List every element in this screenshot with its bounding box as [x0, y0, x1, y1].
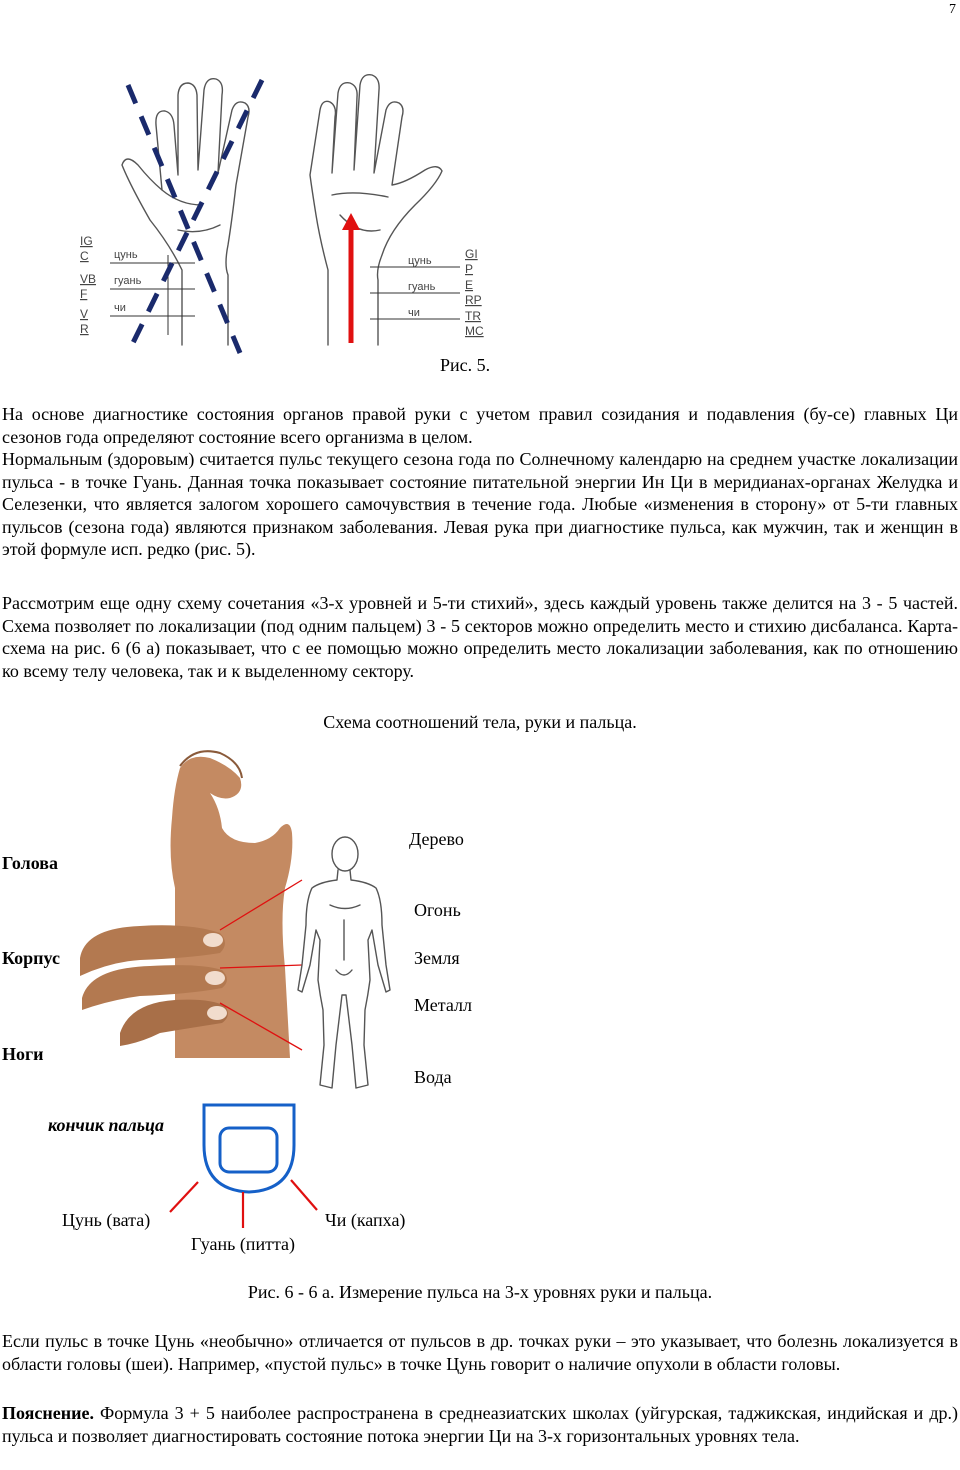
paragraph-3: Рассмотрим еще одну схему сочетания «3-х уровней и 5-ти стихий», здесь каждый уровень также делится на 3 - 5 частей. Схема позволяет по локализации (под одним пальцем) 3 - 5 секторов можно определить место и стихию дисбаланса. Карта-схема на рис. 6 (6 а) показывает, что с ее помощью можно определить место локализации заболевания, как по отношению ко всему телу человека, так и к выделенному сектору. — [2, 593, 958, 681]
code-label: MC — [465, 324, 484, 338]
level-legs: Ноги — [2, 1044, 44, 1064]
element-earth: Земля — [414, 948, 460, 968]
right-hand-drawing — [310, 75, 442, 345]
position-label: цунь — [408, 255, 432, 267]
left-hand-codes — [80, 234, 96, 336]
code-label: V — [80, 307, 89, 321]
human-body-figure — [290, 830, 400, 1100]
code-label: P — [465, 262, 474, 276]
level-body: Корпус — [2, 948, 60, 968]
fingertip-point-chi: Чи (капха) — [325, 1210, 406, 1230]
position-label: цунь — [114, 249, 138, 261]
left-hand-positions — [114, 249, 142, 314]
right-hand-codes — [465, 247, 484, 338]
note-label: Пояснение. — [2, 1403, 94, 1423]
code-label: E — [465, 278, 474, 292]
figure-5-hands — [70, 55, 510, 355]
code-label: RP — [465, 293, 482, 307]
code-label: C — [80, 249, 89, 263]
fingertip-point-guan: Гуань (питта) — [191, 1234, 296, 1254]
element-metal: Металл — [414, 995, 472, 1015]
page-number: 7 — [949, 2, 956, 17]
note-text: Формула 3 + 5 наиболее распространена в среднеазиатских школах (уйгурская, таджикская, индийская и др.) пульса и позволяет диагностировать состояние потока энергии Ци на 3-х горизонтальных уровнях тела. — [2, 1403, 958, 1446]
position-label: чи — [408, 307, 420, 319]
figure-5-caption: Рис. 5. — [440, 355, 491, 375]
note-paragraph — [2, 1402, 958, 1447]
paragraph-1: На основе диагностике состояния органов правой руки с учетом правил созидания и подавления (бу-се) главных Ци сезонов года определяют состояние всего организма в целом. — [2, 404, 958, 447]
paragraph-4: Если пульс в точке Цунь «необычно» отличается от пульсов в др. точках руки – это указывает, что болезнь локализуется в области головы (шеи). Например, «пустой пульс» в точке Цунь говорит о наличие опухоли в области головы. — [2, 1331, 958, 1374]
position-label: гуань — [114, 275, 142, 287]
code-label: F — [80, 287, 88, 301]
fingertip-diagram — [170, 1100, 330, 1230]
code-label: IG — [80, 234, 93, 248]
position-label: гуань — [408, 281, 436, 293]
code-label: GI — [465, 247, 478, 261]
code-label: TR — [465, 309, 481, 323]
figure-6-caption: Рис. 6 - 6 а. Измерение пульса на 3-х уровнях руки и пальца. — [247, 1282, 713, 1302]
element-water: Вода — [414, 1067, 452, 1087]
fingertip-point-tsun: Цунь (вата) — [62, 1210, 151, 1230]
fingertip-label: кончик пальца — [48, 1115, 164, 1135]
figure-6-title: Схема соотношений тела, руки и пальца. — [323, 712, 637, 732]
code-label: R — [80, 322, 89, 336]
code-label: VB — [80, 272, 97, 286]
right-hand-positions — [408, 255, 436, 319]
element-wood: Дерево — [409, 829, 464, 849]
paragraph-2: Нормальным (здоровым) считается пульс текущего сезона года по Солнечному календарю на среднем участке локализации пульса - в точке Гуань. Данная точка показывает состояние питательной энергии Ин Ци в меридианах-органах Желудка и Селезенки, что является залогом хорошего самочувствия в течение года. Любые «изменения в сторону» от 5-ти главных пульсов (сезона года) являются признаком заболевания. Левая рука при диагностике пульса, как мужчин, так и женщин в этой формуле исп. редко (рис. 5). — [2, 449, 958, 560]
level-head: Голова — [2, 853, 59, 873]
position-label: чи — [114, 302, 126, 314]
element-fire: Огонь — [414, 900, 461, 920]
red-arrow — [342, 213, 360, 343]
